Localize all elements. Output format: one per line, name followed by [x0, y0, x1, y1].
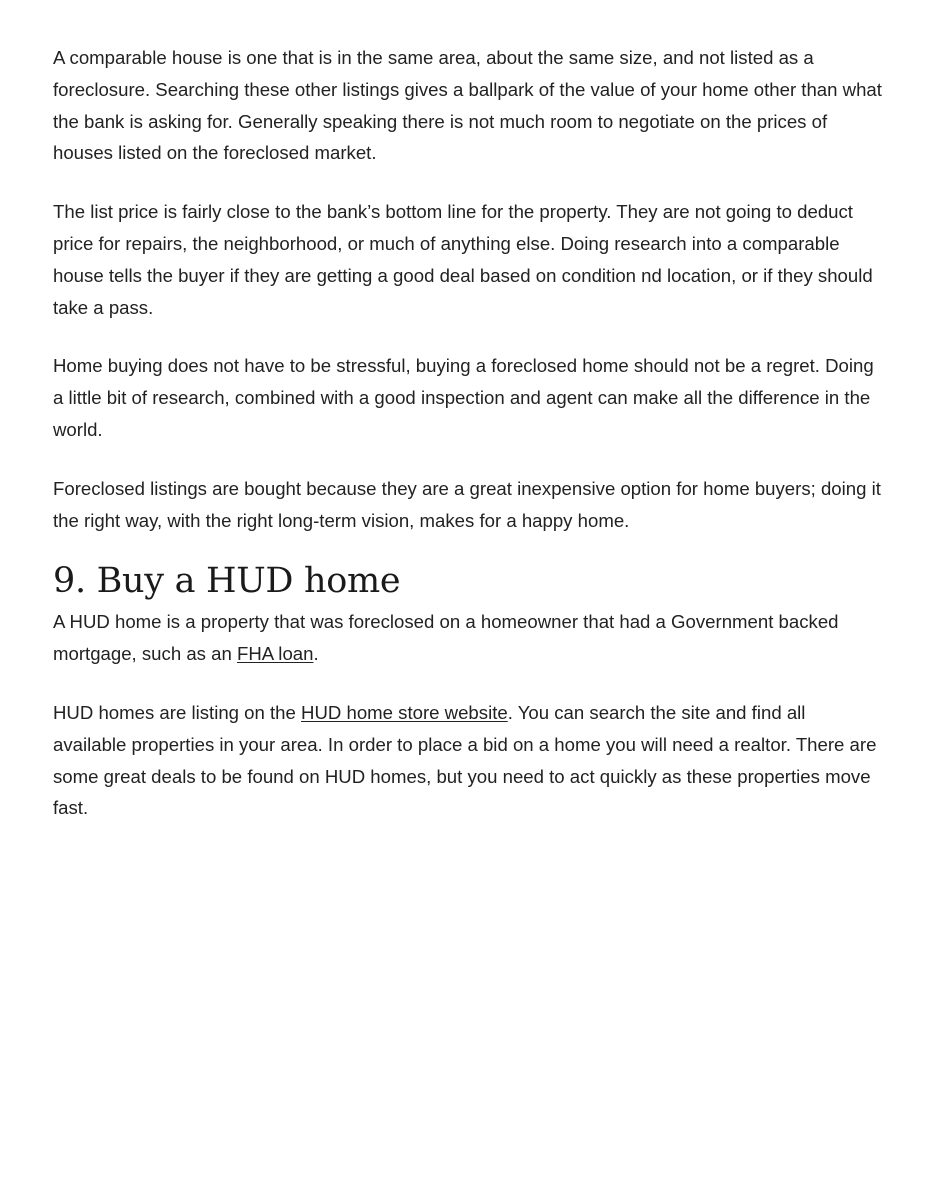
text-segment: . You can search the site and find all available properties in your area. In order to place a bid on a home you will need a realtor. There are some great deals to be found on HUD homes, but you need to act quickly as these properties move fast. [53, 701, 877, 819]
text-segment: . [313, 643, 319, 665]
paragraph-hud-listing [53, 697, 883, 824]
text-segment: HUD homes are listing on the [53, 701, 302, 723]
paragraph-comparable-house: A comparable house is one that is in the same area, about the same size, and not listed as a foreclosure. Searching these other listings gives a ballpark of the value of your home other than what the bank is asking for. Generally speaking there is not much room to negotiate on the prices of houses listed on the foreclosed market. [53, 47, 882, 164]
paragraph-hud-definition [53, 606, 883, 670]
article-body [53, 42, 883, 851]
hud-home-store-link[interactable]: HUD home store website [301, 701, 508, 723]
text-segment: A HUD home is a property that was foreclosed on a homeowner that had a Government backed mortgage, such as an [53, 611, 839, 665]
section-hud-home [53, 559, 883, 824]
paragraph-home-buying: Home buying does not have to be stressful, buying a foreclosed home should not be a regret. Doing a little bit of research, combined with a good inspection and agent can make all the difference in the world. [53, 355, 874, 440]
fha-loan-link[interactable]: FHA loan [236, 643, 314, 665]
paragraph-foreclosed-listings: Foreclosed listings are bought because they are a great inexpensive option for home buyers; doing it the right way, with the right long-term vision, makes for a happy home. [53, 477, 881, 531]
paragraph-list-price: The list price is fairly close to the bank’s bottom line for the property. They are not going to deduct price for repairs, the neighborhood, or much of anything else. Doing research into a comparable house tells the buyer if they are getting a good deal based on condition nd location, or if they should take a pass. [53, 201, 873, 318]
section-heading: 9. Buy a HUD home [53, 561, 401, 602]
